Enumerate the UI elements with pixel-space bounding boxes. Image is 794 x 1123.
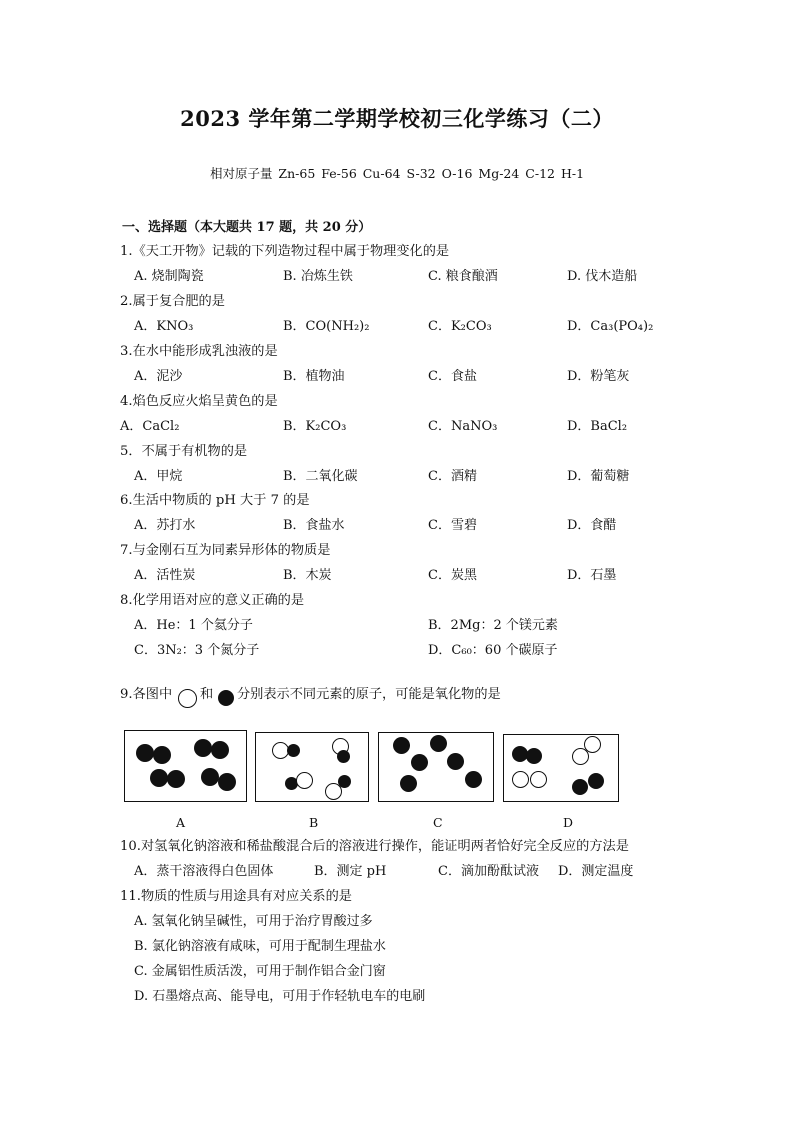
diagram-box-c [378,732,494,802]
option-b: B．测定 pH [314,864,387,879]
option-b: B．食盐水 [283,518,345,533]
option-c: C．K₂CO₃ [428,319,492,334]
option-b: B．二氧化碳 [283,469,358,484]
option-c: C. 粮食酿酒 [428,269,498,284]
option-d: D．C₆₀：60 个碳原子 [428,643,558,658]
diagram-box-d [503,734,619,802]
black-atom [465,771,482,788]
option-d: D．食醋 [567,518,617,533]
diagram-label-d: D [563,815,574,830]
option-d: D．Ca₃(PO₄)₂ [567,319,654,334]
option-c: C．炭黑 [428,568,477,583]
option-d: D．测定温度 [558,864,634,879]
diagram-box-b [255,732,369,802]
option-a: A. 氢氧化钠呈碱性，可用于治疗胃酸过多 [134,914,373,929]
question-stem: 1.《天工开物》记载的下列造物过程中属于物理变化的是 [120,244,450,259]
diagram-label-b: B [309,815,319,830]
option-d: D. 石墨熔点高、能导电，可用于作轻轨电车的电刷 [134,989,426,1004]
option-c: C．NaNO₃ [428,419,498,434]
black-atom [218,773,236,791]
question-stem: 7.与金刚石互为同素异形体的物质是 [120,543,331,558]
black-atom [526,748,542,764]
option-b: B．CO(NH₂)₂ [283,319,370,334]
white-atom [296,772,313,789]
option-a: A．蒸干溶液得白色固体 [134,864,274,879]
question-stem: 6.生活中物质的 pH 大于 7 的是 [120,493,310,508]
question-stem: 5．不属于有机物的是 [120,444,248,459]
atomic-mass-line: 相对原子量 Zn-65 Fe-56 Cu-64 S-32 O-16 Mg-24 C-12 H-1 [209,166,585,181]
black-atom [136,744,154,762]
question-stem: 11.物质的性质与用途具有对应关系的是 [120,889,352,904]
black-atom [287,744,300,757]
option-a: A. 烧制陶瓷 [134,269,204,284]
question-stem: 3.在水中能形成乳浊液的是 [120,344,278,359]
option-c: C．雪碧 [428,518,477,533]
white-atom [572,748,589,765]
black-atom [211,741,229,759]
option-b: B. 冶炼生铁 [283,269,353,284]
black-atom [572,779,588,795]
diagram-box-a [124,730,247,802]
white-atom [530,771,547,788]
option-b: B. 氯化钠溶液有咸味，可用于配制生理盐水 [134,939,386,954]
option-c: C．酒精 [428,469,477,484]
option-a: A．泥沙 [134,369,183,384]
black-atom [588,773,604,789]
black-atom [337,750,350,763]
option-b: B．植物油 [283,369,345,384]
question-stem-part2: 和 [200,687,214,702]
black-atom [393,737,410,754]
option-a: A．苏打水 [134,518,196,533]
section-heading: 一、选择题（本大题共 17 题，共 20 分） [122,220,372,235]
option-d: D．BaCl₂ [567,419,628,434]
question-stem-part1: 9.各图中 [120,687,173,702]
option-a: A．甲烷 [134,469,183,484]
white-atom-icon [178,689,197,708]
option-d: D. 伐木造船 [567,269,638,284]
option-a: A．He：1 个氦分子 [134,618,253,633]
question-stem: 2.属于复合肥的是 [120,294,225,309]
black-atom-icon [218,690,234,706]
option-a: A．CaCl₂ [120,419,180,434]
white-atom [325,783,342,800]
white-atom [512,771,529,788]
option-d: D．石墨 [567,568,617,583]
option-d: D．粉笔灰 [567,369,630,384]
option-d: D．葡萄糖 [567,469,630,484]
diagram-label-c: C [433,815,443,830]
option-a: A．KNO₃ [134,319,194,334]
black-atom [167,770,185,788]
black-atom [447,753,464,770]
question-stem: 4.焰色反应火焰呈黄色的是 [120,394,278,409]
black-atom [153,746,171,764]
option-c: C．滴加酚酞试液 [438,864,539,879]
option-b: B．K₂CO₃ [283,419,347,434]
question-stem: 10.对氢氧化钠溶液和稀盐酸混合后的溶液进行操作，能证明两者恰好完全反应的方法是 [120,839,629,854]
option-a: A．活性炭 [134,568,196,583]
black-atom [430,735,447,752]
question-stem: 8.化学用语对应的意义正确的是 [120,593,305,608]
black-atom [400,775,417,792]
option-c: C．食盐 [428,369,477,384]
question-stem-part3: 分别表示不同元素的原子，可能是氧化物的是 [237,687,501,702]
black-atom [411,754,428,771]
diagram-label-a: A [176,815,186,830]
option-c: C．3N₂：3 个氮分子 [134,643,260,658]
black-atom [194,739,212,757]
page-title: 2023 学年第二学期学校初三化学练习（二） [180,106,614,131]
option-c: C. 金属铝性质活泼，可用于制作铝合金门窗 [134,964,386,979]
option-b: B．2Mg：2 个镁元素 [428,618,558,633]
option-b: B．木炭 [283,568,332,583]
black-atom [201,768,219,786]
black-atom [150,769,168,787]
